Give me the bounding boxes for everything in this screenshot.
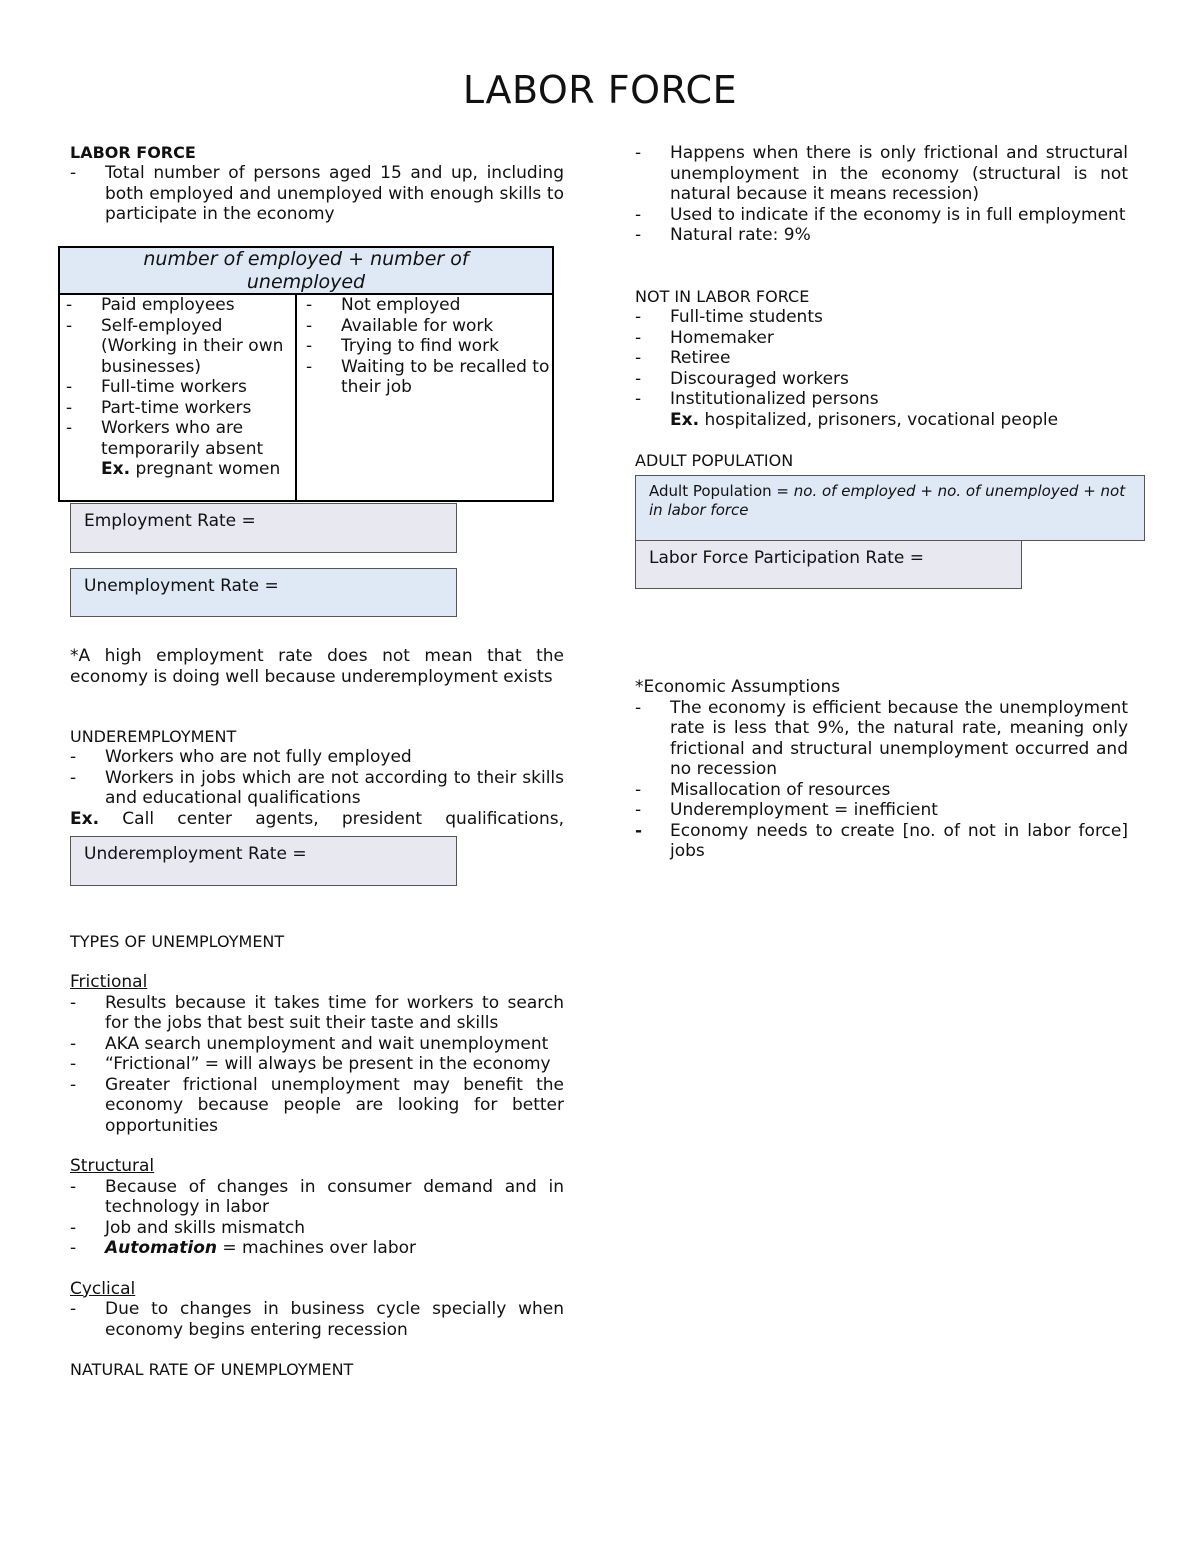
high-employment-note: *A high employment rate does not mean that the economy is doing well because underemployment exists bbox=[70, 646, 564, 687]
list-item: - Available for work bbox=[306, 315, 494, 336]
page-title: LABOR FORCE bbox=[462, 68, 738, 112]
list-item: - Full-time students bbox=[635, 307, 823, 327]
adult-population-formula-box: Adult Population = no. of employed + no. of unemployed + not in labor force bbox=[635, 475, 1145, 541]
list-item: - The economy is efficient because the unemployment rate is less that 9%, the natural rate, meaning only frictional and structural unemployment occurred and no recession bbox=[635, 697, 1128, 779]
list-item: - Due to changes in business cycle specially when economy begins entering recession bbox=[70, 1299, 564, 1340]
employed-column bbox=[60, 295, 296, 500]
natural-rate-heading: NATURAL RATE OF UNEMPLOYMENT bbox=[70, 1360, 354, 1379]
types-of-unemployment-section bbox=[70, 932, 564, 1380]
list-item: - Natural rate: 9% bbox=[635, 225, 811, 245]
column-divider bbox=[295, 295, 297, 500]
list-item: - Workers who are not fully employed bbox=[70, 747, 412, 767]
list-item: - Waiting to be recalled to their job bbox=[306, 356, 550, 397]
list-item: - AKA search unemployment and wait unemployment bbox=[70, 1033, 549, 1054]
lfpr-box: Labor Force Participation Rate = bbox=[635, 540, 1022, 589]
underemployment-section bbox=[70, 727, 564, 829]
list-item: - Total number of persons aged 15 and up, including both employed and unemployed with enough skills to participate in the economy bbox=[70, 163, 564, 224]
formula-header: number of employed + number of unemployed bbox=[60, 248, 552, 295]
labor-force-heading: LABOR FORCE bbox=[70, 143, 196, 162]
list-item: - Economy needs to create [no. of not in labor force] jobs bbox=[635, 820, 1128, 861]
list-item: - Workers in jobs which are not according to their skills and educational qualifications bbox=[70, 767, 564, 808]
list-item: - Used to indicate if the economy is in full employment bbox=[635, 204, 1126, 225]
underemployment-rate-box: Underemployment Rate = bbox=[70, 836, 457, 886]
underemployment-heading: UNDEREMPLOYMENT bbox=[70, 727, 237, 746]
list-item: - Greater frictional unemployment may benefit the economy because people are looking for better opportunities bbox=[70, 1074, 564, 1136]
not-in-labor-force-section bbox=[635, 287, 1128, 430]
natural-rate-section bbox=[635, 143, 1128, 246]
example-label: Ex. bbox=[101, 459, 131, 479]
list-item: - Institutionalized persons Ex. hospitalized, prisoners, vocational people bbox=[635, 389, 1059, 430]
labor-force-section bbox=[70, 143, 564, 225]
list-item: - Happens when there is only frictional and structural unemployment in the economy (structural is not natural because it means recession) bbox=[635, 143, 1128, 204]
unemployed-column bbox=[300, 295, 550, 500]
list-item: - Discouraged workers bbox=[635, 368, 849, 389]
list-item: - Full-time workers bbox=[66, 377, 247, 397]
list-item: - Part-time workers bbox=[66, 397, 252, 418]
list-item: - Retiree bbox=[635, 348, 731, 368]
list-item: - Workers who are temporarily absent Ex. pregnant women bbox=[66, 418, 281, 479]
adult-population-heading: ADULT POPULATION bbox=[635, 451, 794, 470]
list-item: - Not employed bbox=[306, 295, 461, 315]
labor-force-formula-box bbox=[58, 246, 554, 502]
structural-heading: Structural bbox=[70, 1156, 155, 1176]
list-item: - Automation = machines over labor bbox=[70, 1238, 417, 1258]
list-item: - Homemaker bbox=[635, 327, 774, 348]
types-heading: TYPES OF UNEMPLOYMENT bbox=[70, 932, 285, 951]
underemployment-example: Ex. Call center agents, president qualifications, bbox=[70, 808, 564, 829]
list-item: - Paid employees bbox=[66, 295, 235, 315]
employment-rate-box: Employment Rate = bbox=[70, 503, 457, 553]
economic-assumptions-section bbox=[635, 677, 1128, 862]
list-item: - Underemployment = inefficient bbox=[635, 800, 938, 820]
list-item: - Job and skills mismatch bbox=[70, 1217, 306, 1238]
not-in-labor-force-heading: NOT IN LABOR FORCE bbox=[635, 287, 810, 306]
list-item: - “Frictional” = will always be present in the economy bbox=[70, 1054, 551, 1074]
list-item: - Misallocation of resources bbox=[635, 779, 891, 800]
frictional-heading: Frictional bbox=[70, 972, 148, 992]
list-item: - Results because it takes time for workers to search for the jobs that best suit their taste and skills bbox=[70, 992, 564, 1033]
cyclical-heading: Cyclical bbox=[70, 1278, 136, 1299]
unemployment-rate-box: Unemployment Rate = bbox=[70, 568, 457, 617]
list-item: - Because of changes in consumer demand and in technology in labor bbox=[70, 1176, 564, 1217]
assumptions-heading: *Economic Assumptions bbox=[635, 677, 841, 697]
list-item: - Self-employed (Working in their own businesses) bbox=[66, 315, 284, 377]
list-item: - Trying to find work bbox=[306, 336, 499, 356]
